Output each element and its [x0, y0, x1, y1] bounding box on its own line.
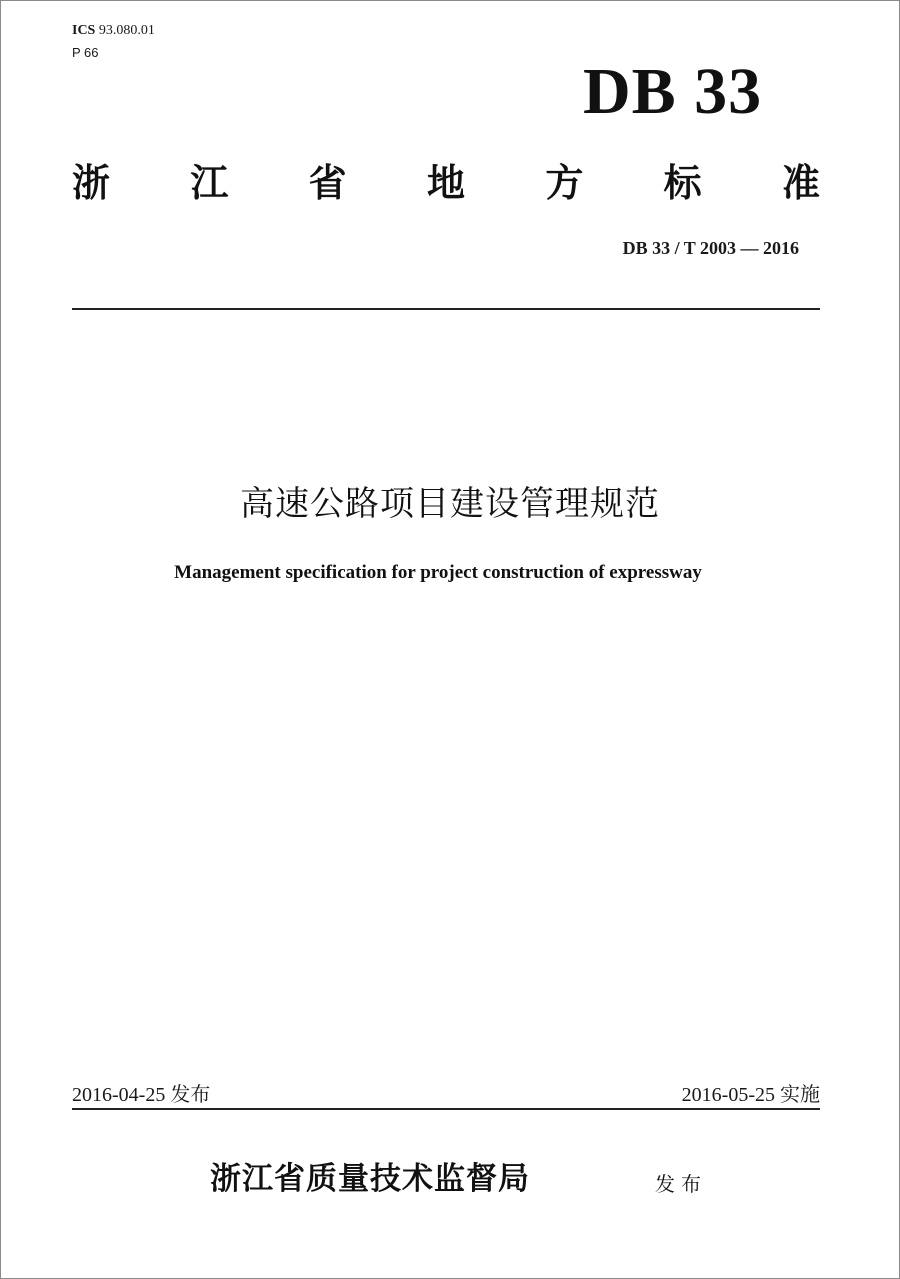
standard-type-heading [72, 155, 820, 211]
db-logo: DB 33 [583, 55, 763, 128]
issuer-name: 浙江省质量技术监督局 [210, 1161, 530, 1197]
top-divider [72, 308, 820, 310]
standard-type-char: 准 [781, 160, 820, 205]
standard-type-char: 地 [426, 160, 465, 205]
standard-type-char: 标 [663, 160, 702, 205]
title-chinese: 高速公路项目建设管理规范 [240, 484, 660, 524]
category-code: P 66 [72, 45, 99, 60]
issuer-suffix: 发布 [655, 1172, 707, 1196]
implementation-date: 2016-05-25 实施 [681, 1084, 820, 1106]
standard-type-char: 方 [545, 160, 584, 205]
issue-date: 2016-04-25 发布 [72, 1084, 211, 1106]
bottom-divider [72, 1108, 820, 1110]
standard-type-char: 江 [190, 160, 229, 205]
ics-label: ICS [72, 23, 96, 38]
standard-type-char: 省 [308, 160, 347, 205]
standard-type-char: 浙 [72, 160, 111, 205]
title-english: Management specification for project construction of expressway [174, 562, 702, 583]
standard-number: DB 33 / T 2003 — 2016 [622, 238, 799, 258]
ics-classification [72, 23, 155, 39]
ics-code: 93.080.01 [98, 23, 155, 38]
